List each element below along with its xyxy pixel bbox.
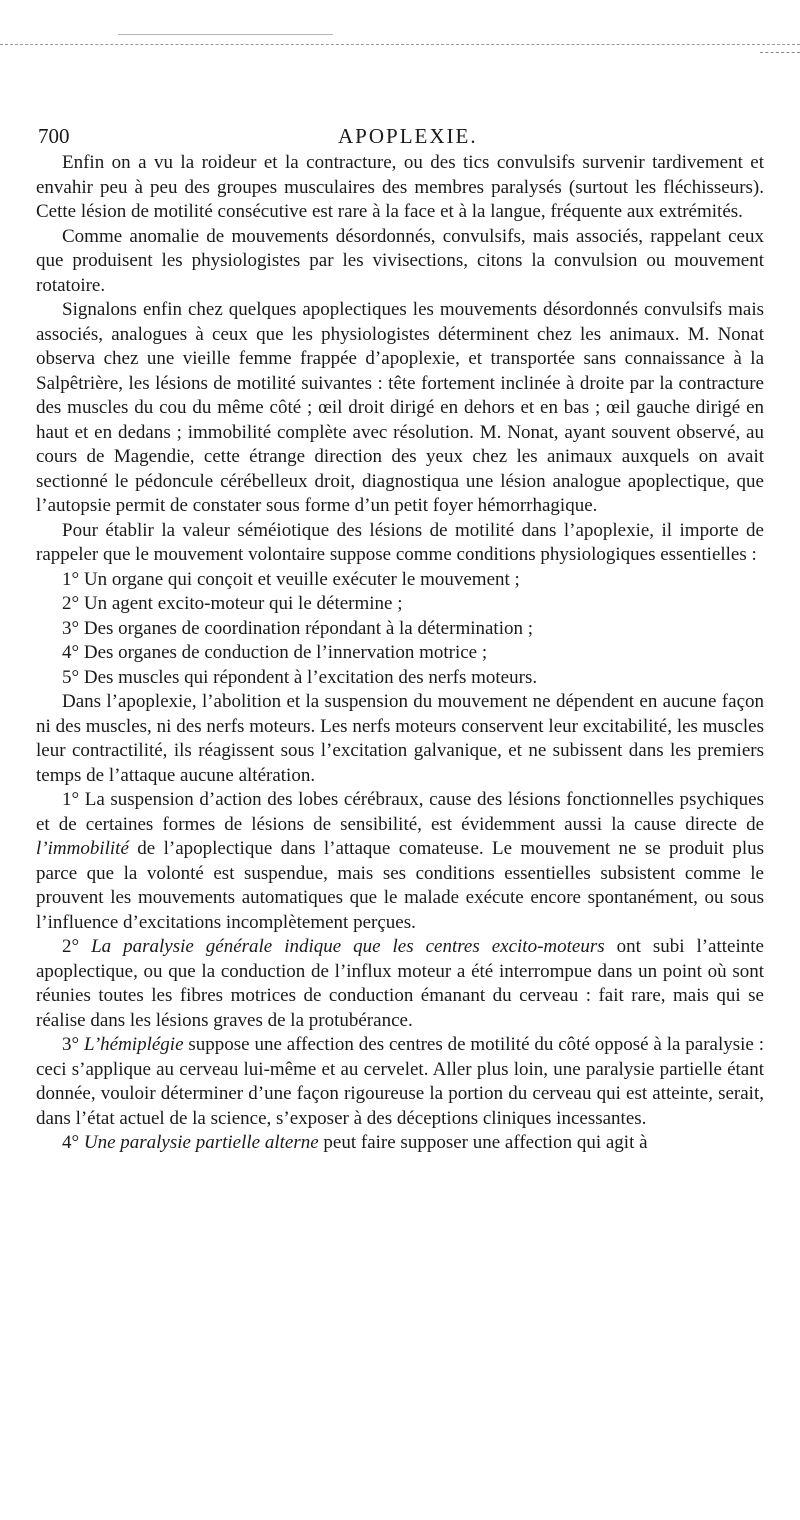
point-2-emphasis: La paralysie générale indique que les centres excito-moteurs [91,936,605,957]
point-3-emphasis: L’hémiplégie [83,1034,184,1055]
point-3-pre: 3° [62,1034,84,1055]
body-text [36,151,764,1156]
paragraph-rotatory-convulsion: Comme anomalie de mouvements désordonnés, convulsifs, mais associés, rappelant ceux que produisent les physiologistes par les vivisections, citons la convulsion ou mouvement rotatoire. [36,225,764,296]
point-1-emphasis: l’immobilité [36,838,129,859]
paragraph-point-3 [36,1033,764,1131]
point-4-pre: 4° [62,1132,84,1153]
page-header [38,124,758,150]
paragraph-late-contracture: Enfin on a vu la roideur et la contracture, ou des tics convulsifs survenir tardivement et envahir peu à peu des groupes musculaires des membres paralysés (surtout les fléchisseurs). Cette lésion de motilité consécutive est rare à la face et à la langue, fréquente aux extrémités. [36,152,764,222]
condition-item-5: 5° Des muscles qui répondent à l’excitation des nerfs moteurs. [62,666,538,688]
paragraph-nonat-case: Signalons enfin chez quelques apoplectiques les mouvements désordonnés convulsifs mais associés, analogues à ceux que les physiologistes déterminent chez les animaux. M. Nonat observa chez une vieille femme frappée d’apoplexie, et transportée sans connaissance à la Salpêtrière, les lésions de motilité suivantes : tête fortement inclinée à droite par la contracture des muscles du cou du même côté ; œil droit dirigé en dehors et en bas ; œil gauche dirigé en haut et en dedans ; immobilité complète avec résolution. M. Nonat, ayant souvent observé, au cours de Magendie, cette étrange direction des yeux chez les animaux auxquels on avait sectionné le pédoncule cérébelleux droit, diagnostiqua une lésion analogue apoplectique, que l’autopsie permit de constater sous forme d’un petit foyer hémorrhagique. [36,299,764,516]
condition-item-1: 1° Un organe qui conçoit et veuille exécuter le mouvement ; [62,568,520,590]
page-number: 700 [38,124,70,148]
paragraph-muscles-nerves: Dans l’apoplexie, l’abolition et la suspension du mouvement ne dépendent en aucune façon ni des muscles, ni des nerfs moteurs. Les nerfs moteurs conservent leur excitabilité, les muscles leur contractilité, ils réagissent sous l’excitation galvanique, et ne subissent dans les premiers temps de l’attaque aucune altération. [36,691,764,786]
paragraph-point-2 [36,935,764,1033]
paragraph-semeiotic-value: Pour établir la valeur séméiotique des lésions de motilité dans l’apoplexie, il importe de rappeler que le mouvement volontaire suppose comme conditions physiologiques essentielles : [36,519,764,565]
top-rule-short [118,34,333,35]
point-1-pre: 1° La suspension d’action des lobes cérébraux, cause des lésions fonctionnelles psychiques et de certaines formes de lésions de sensibilité, est évidemment aussi la cause directe de [36,789,764,835]
point-2-pre: 2° [62,936,92,957]
point-4-emphasis: Une paralysie partielle alterne [83,1132,319,1153]
point-2-post: ont subi l’atteinte apoplectique, ou que la conduction de l’influx moteur a été interrompue dans un point où sont réunies toutes les fibres motrices de conduction émanant du cerveau : fait rare, mais qui se réalise dans les lésions graves de la protubérance. [36,936,764,1031]
point-1-post: de l’apoplectique dans l’attaque comateuse. Le mouvement ne se produit plus parce que la volonté est suspendue, mais ses conditions essentielles subsistent comme le prouvent les mouvements automatiques que le malade exécute encore spontanément, ou sous l’influence d’excitations incomplètement perçues. [36,838,764,933]
condition-item-4: 4° Des organes de conduction de l’innervation motrice ; [62,642,488,663]
top-rule-edge [760,52,800,53]
condition-item-3: 3° Des organes de coordination répondant à la détermination ; [62,617,534,639]
point-3-post: suppose une affection des centres de motilité du côté opposé à la paralysie : ceci s’applique au cerveau lui-même et au cervelet. Aller plus loin, une paralysie partielle étant donnée, vouloir déterminer d’une façon rigoureuse la portion du cerveau qui est atteinte, serait, dans l’état actuel de la science, s’exposer à des déceptions cliniques incessantes. [36,1034,764,1129]
paragraph-point-4 [36,1131,764,1156]
condition-item-2: 2° Un agent excito-moteur qui le détermine ; [62,593,403,614]
top-rule-dashed [0,44,800,45]
point-4-post: peut faire supposer une affection qui agit à [318,1132,648,1153]
running-title: APOPLEXIE. [338,124,478,148]
paragraph-point-1 [36,788,764,935]
